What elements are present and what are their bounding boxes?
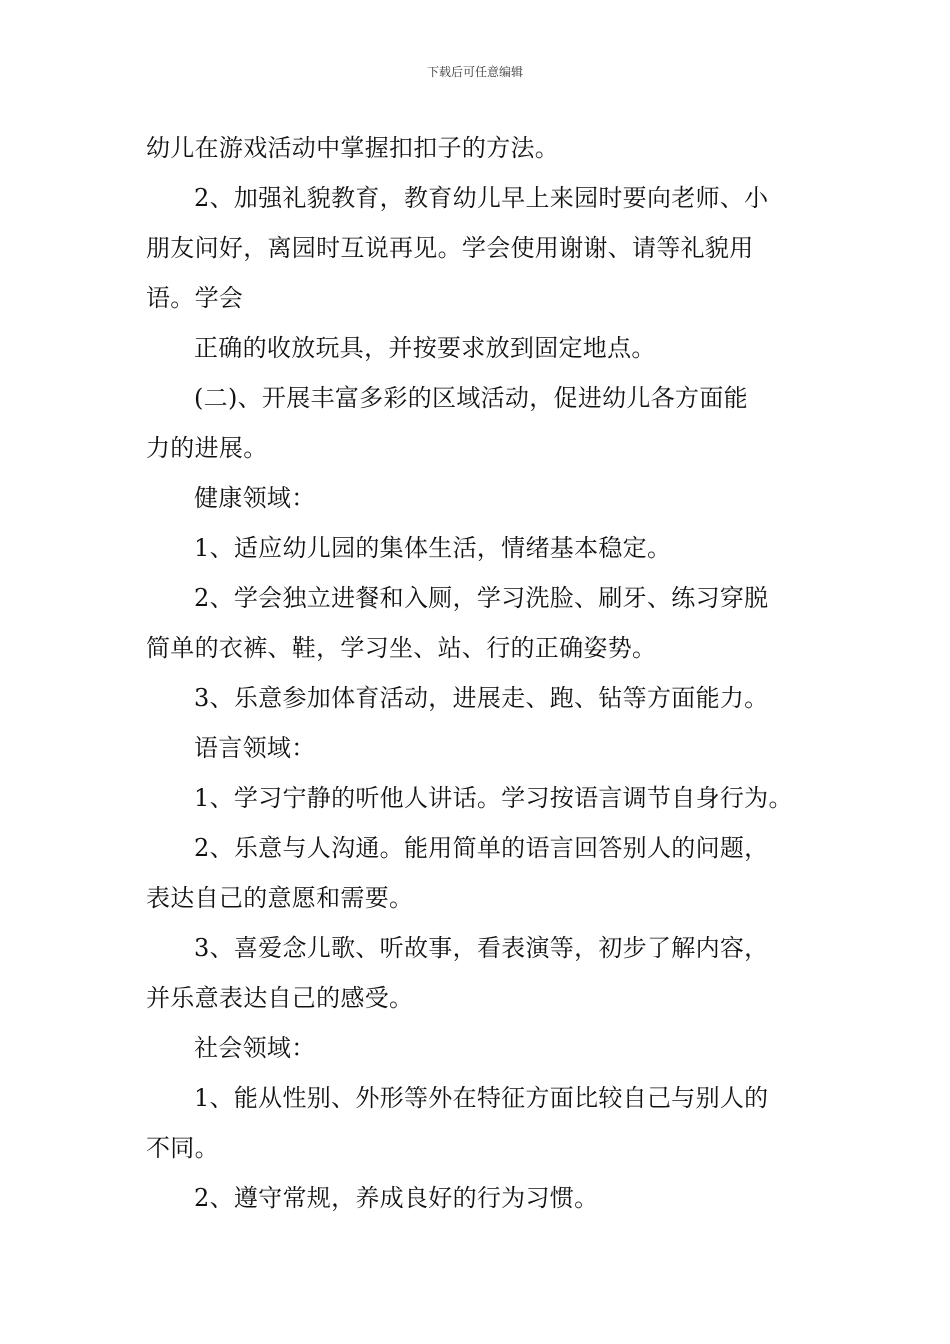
text-line: 并乐意表达自己的感受。 bbox=[146, 984, 414, 1012]
section-heading: (二)、开展丰富多彩的区域活动，促进幼儿各方面能 bbox=[194, 384, 748, 412]
text-line: 2、学会独立进餐和入厕，学习洗脸、刷牙、练习穿脱 bbox=[194, 584, 769, 612]
subsection-heading: 社会领域： bbox=[194, 1034, 316, 1062]
text-line: 2、遵守常规，养成良好的行为习惯。 bbox=[194, 1184, 599, 1212]
text-line: 朋友问好，离园时互说再见。学会使用谢谢、请等礼貌用 bbox=[146, 234, 754, 262]
text-line: 语。学会 bbox=[146, 284, 244, 312]
text-line: 2、加强礼貌教育，教育幼儿早上来园时要向老师、小 bbox=[194, 184, 769, 212]
document-body bbox=[146, 123, 816, 1223]
text-line: 不同。 bbox=[146, 1134, 219, 1162]
text-line: 表达自己的意愿和需要。 bbox=[146, 884, 414, 912]
subsection-heading: 健康领域： bbox=[194, 484, 316, 512]
text-line: 力的进展。 bbox=[146, 434, 268, 462]
text-line: 2、乐意与人沟通。能用简单的语言回答别人的问题， bbox=[194, 834, 769, 862]
text-line: 简单的衣裤、鞋，学习坐、站、行的正确姿势。 bbox=[146, 634, 657, 662]
page-header-note: 下载后可任意编辑 bbox=[426, 65, 523, 79]
text-line: 幼儿在游戏活动中掌握扣扣子的方法。 bbox=[146, 134, 560, 162]
subsection-heading: 语言领域： bbox=[194, 734, 316, 762]
text-line: 1、能从性别、外形等外在特征方面比较自己与别人的 bbox=[194, 1084, 769, 1112]
text-line: 正确的收放玩具，并按要求放到固定地点。 bbox=[194, 334, 656, 362]
text-line: 1、学习宁静的听他人讲话。学习按语言调节自身行为。 bbox=[194, 784, 793, 812]
text-line: 1、适应幼儿园的集体生活，情绪基本稳定。 bbox=[194, 534, 672, 562]
text-line: 3、喜爱念儿歌、听故事，看表演等，初步了解内容， bbox=[194, 934, 769, 962]
text-line: 3、乐意参加体育活动，进展走、跑、钻等方面能力。 bbox=[194, 684, 769, 712]
